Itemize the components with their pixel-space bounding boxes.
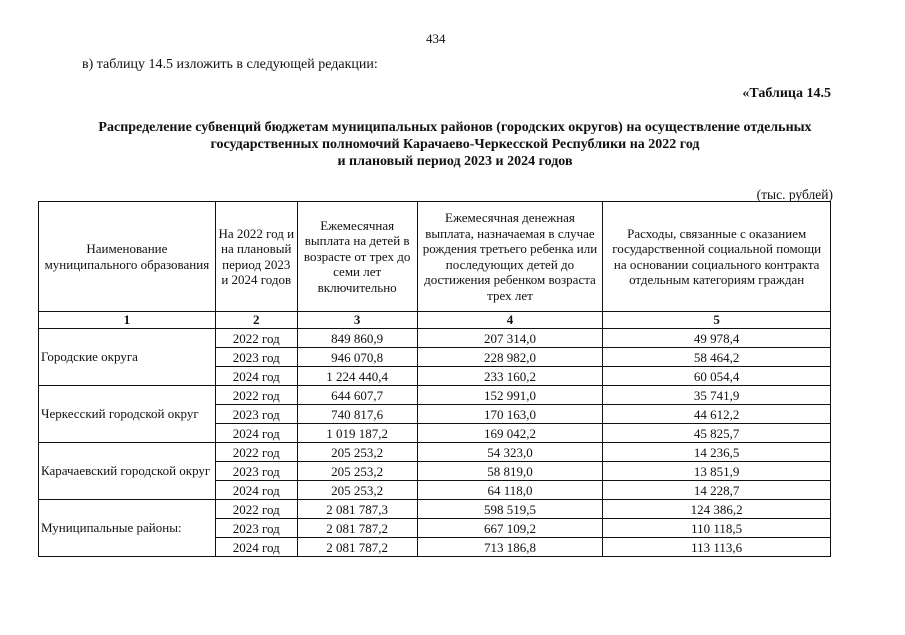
column-number: 1 (39, 312, 216, 329)
table-row (39, 385, 831, 404)
value-cell: 64 118,0 (417, 480, 603, 499)
year-cell: 2024 год (215, 480, 297, 499)
value-cell: 14 236,5 (603, 442, 831, 461)
value-cell: 644 607,7 (297, 385, 417, 404)
value-cell: 44 612,2 (603, 404, 831, 423)
value-cell: 667 109,2 (417, 518, 603, 537)
heading-line: государственных полномочий Карачаево-Черкесской Республики на 2022 год (210, 137, 700, 152)
column-number: 5 (603, 312, 831, 329)
value-cell: 170 163,0 (417, 404, 603, 423)
column-number-row (39, 312, 831, 329)
year-cell: 2024 год (215, 366, 297, 385)
year-cell: 2022 год (215, 328, 297, 347)
value-cell: 169 042,2 (417, 423, 603, 442)
column-number: 2 (215, 312, 297, 329)
table-row (39, 328, 831, 347)
column-header: Наименование муниципального образования (39, 202, 216, 312)
value-cell: 946 070,8 (297, 347, 417, 366)
value-cell: 124 386,2 (603, 499, 831, 518)
value-cell: 113 113,6 (603, 537, 831, 556)
municipality-name: Черкесский городской округ (39, 385, 216, 442)
column-header: Ежемесячная выплата на детей в возрасте от трех до семи лет включительно (297, 202, 417, 312)
table-row (39, 499, 831, 518)
table-row (39, 442, 831, 461)
value-cell: 2 081 787,2 (297, 518, 417, 537)
table-label: «Таблица 14.5 (742, 86, 831, 101)
value-cell: 205 253,2 (297, 461, 417, 480)
value-cell: 60 054,4 (603, 366, 831, 385)
column-number: 3 (297, 312, 417, 329)
year-cell: 2023 год (215, 347, 297, 366)
page-number: 434 (426, 31, 446, 46)
municipality-name: Карачаевский городской округ (39, 442, 216, 499)
column-header: Ежемесячная денежная выплата, назначаемая в случае рождения третьего ребенка или последующих детей до достижения ребенком возраста трех лет (417, 202, 603, 312)
value-cell: 58 464,2 (603, 347, 831, 366)
column-header: На 2022 год и на плановый период 2023 и 2024 годов (215, 202, 297, 312)
value-cell: 233 160,2 (417, 366, 603, 385)
value-cell: 13 851,9 (603, 461, 831, 480)
municipality-name: Городские округа (39, 328, 216, 385)
value-cell: 228 982,0 (417, 347, 603, 366)
year-cell: 2023 год (215, 404, 297, 423)
value-cell: 598 519,5 (417, 499, 603, 518)
year-cell: 2022 год (215, 385, 297, 404)
table-body (39, 328, 831, 556)
value-cell: 110 118,5 (603, 518, 831, 537)
value-cell: 1 224 440,4 (297, 366, 417, 385)
table-heading (40, 119, 870, 170)
value-cell: 152 991,0 (417, 385, 603, 404)
value-cell: 58 819,0 (417, 461, 603, 480)
year-cell: 2022 год (215, 499, 297, 518)
value-cell: 207 314,0 (417, 328, 603, 347)
subsidy-table (38, 201, 831, 557)
value-cell: 205 253,2 (297, 480, 417, 499)
value-cell: 49 978,4 (603, 328, 831, 347)
year-cell: 2024 год (215, 423, 297, 442)
value-cell: 54 323,0 (417, 442, 603, 461)
value-cell: 45 825,7 (603, 423, 831, 442)
municipality-name: Муниципальные районы: (39, 499, 216, 556)
unit-label: (тыс. рублей) (756, 187, 833, 202)
value-cell: 14 228,7 (603, 480, 831, 499)
value-cell: 1 019 187,2 (297, 423, 417, 442)
value-cell: 2 081 787,2 (297, 537, 417, 556)
value-cell: 205 253,2 (297, 442, 417, 461)
year-cell: 2022 год (215, 442, 297, 461)
value-cell: 849 860,9 (297, 328, 417, 347)
year-cell: 2023 год (215, 461, 297, 480)
value-cell: 740 817,6 (297, 404, 417, 423)
value-cell: 2 081 787,3 (297, 499, 417, 518)
value-cell: 713 186,8 (417, 537, 603, 556)
header-row (39, 202, 831, 312)
year-cell: 2023 год (215, 518, 297, 537)
column-header: Расходы, связанные с оказанием государственной социальной помощи на основании социального контракта отдельным категориям граждан (603, 202, 831, 312)
heading-line: Распределение субвенций бюджетам муниципальных районов (городских округов) на осуществление отдельных (98, 120, 812, 135)
intro-text: в) таблицу 14.5 изложить в следующей редакции: (82, 57, 378, 72)
year-cell: 2024 год (215, 537, 297, 556)
heading-line: и плановый период 2023 и 2024 годов (337, 154, 573, 169)
value-cell: 35 741,9 (603, 385, 831, 404)
column-number: 4 (417, 312, 603, 329)
